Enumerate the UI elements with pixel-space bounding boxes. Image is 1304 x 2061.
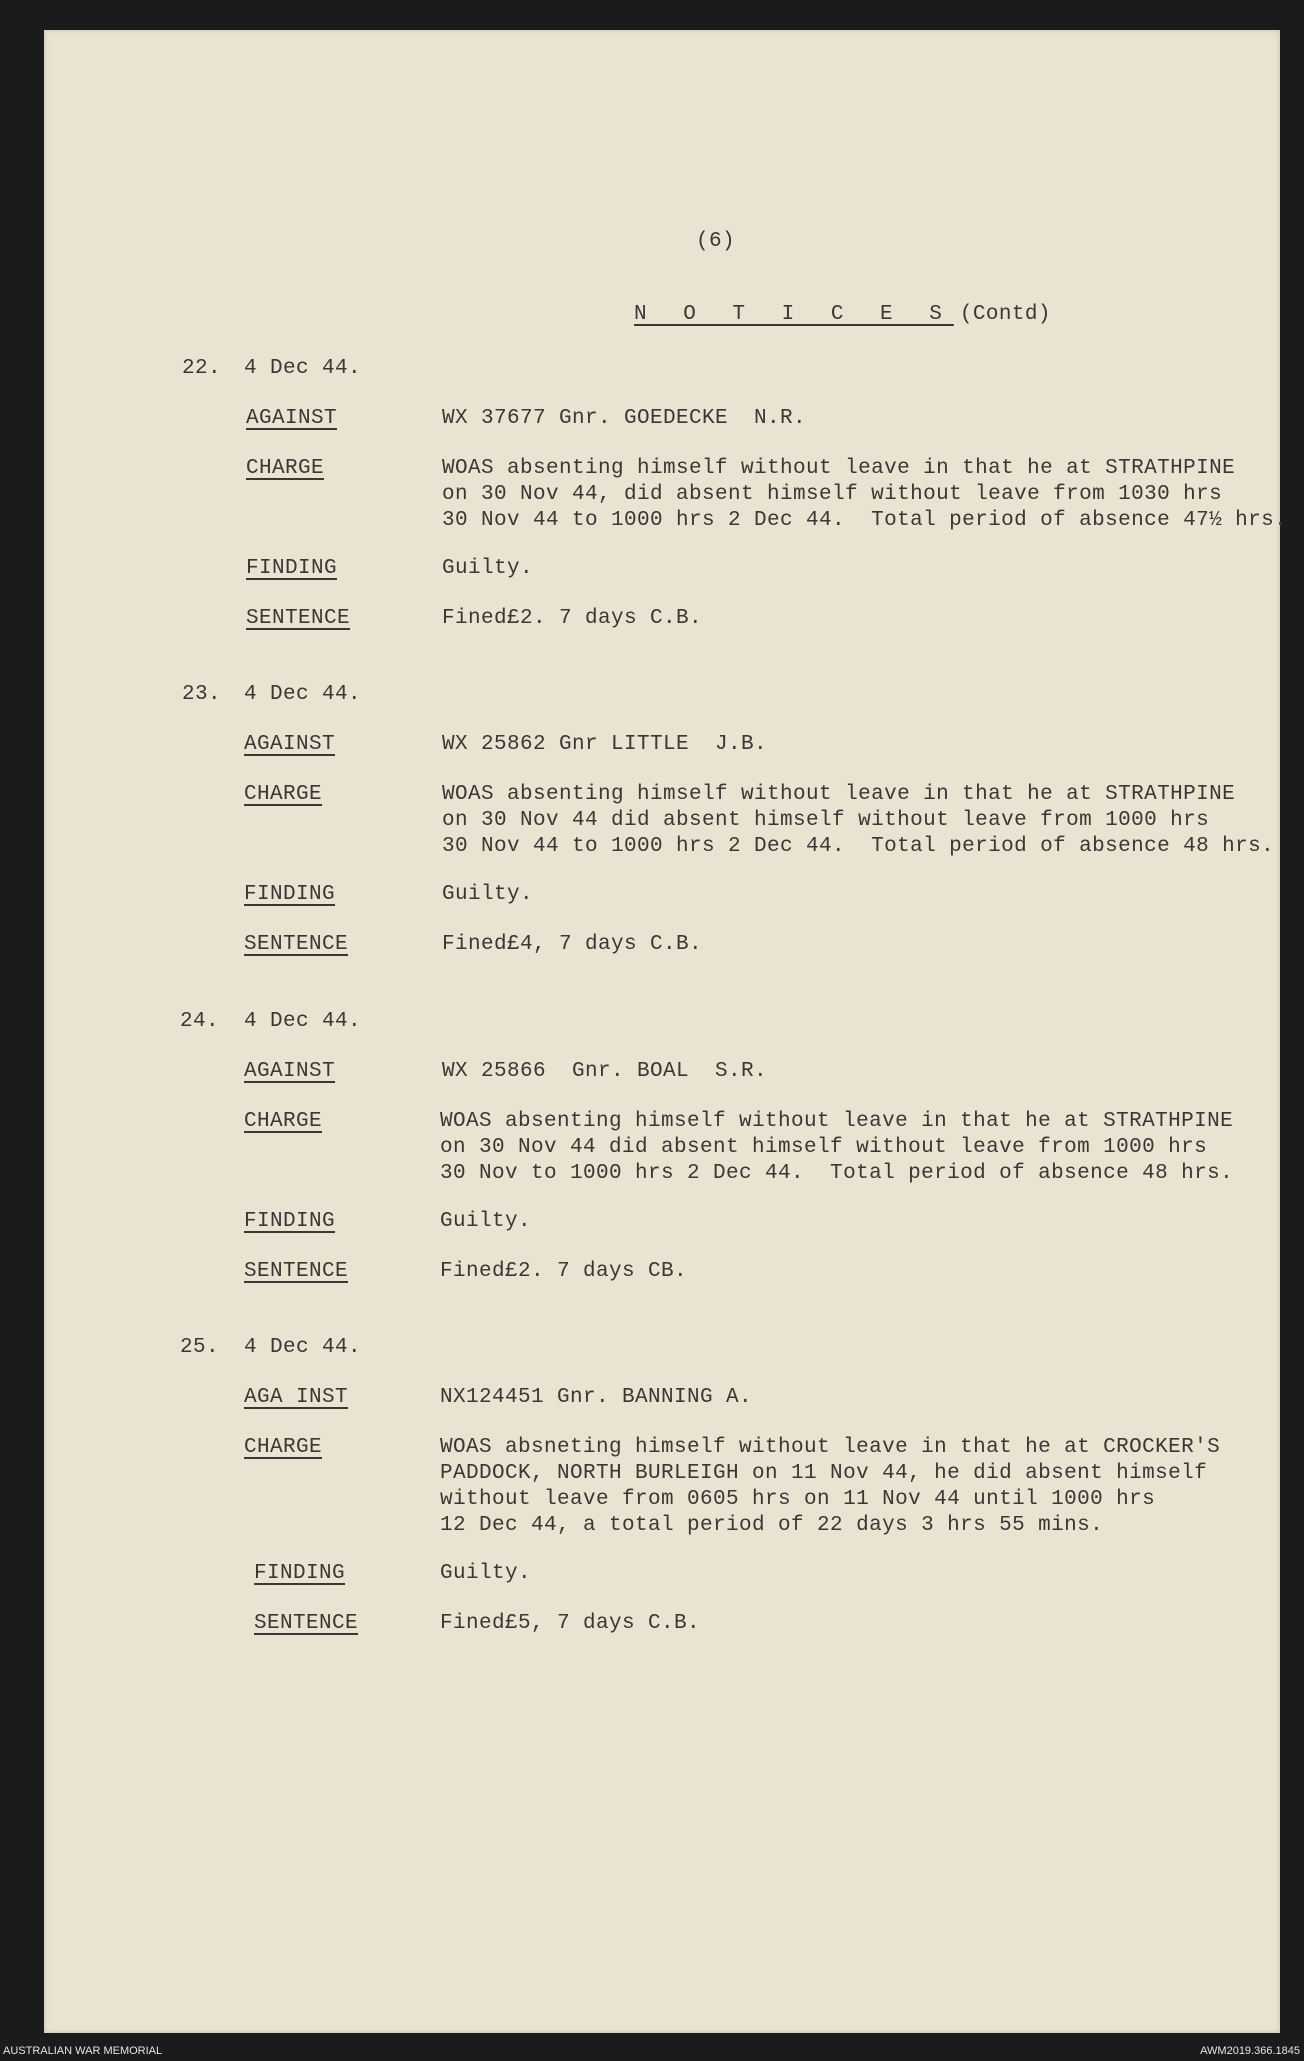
finding-label: FINDING [246, 557, 338, 580]
footer-left: AUSTRALIAN WAR MEMORIAL [3, 2045, 163, 2057]
charge-line: WOAS absenting himself without leave in that he at STRATHPINE [440, 1110, 1234, 1133]
sentence-label: SENTENCE [244, 933, 349, 956]
sentence-label: SENTENCE [246, 607, 351, 630]
finding-value: Guilty. [442, 883, 534, 906]
entry-date: 4 Dec 44. [244, 1010, 362, 1033]
entry-number: 22. [182, 357, 222, 380]
finding-label: FINDING [244, 1210, 336, 1233]
against-label: AGAINST [244, 1060, 336, 1083]
against-label: AGA INST [244, 1386, 349, 1409]
charge-line: 12 Dec 44, a total period of 22 days 3 hrs 55 mins. [440, 1514, 1104, 1537]
against-value: WX 37677 Gnr. GOEDECKE N.R. [442, 407, 807, 430]
entry-date: 4 Dec 44. [244, 357, 362, 380]
entry-number: 23. [182, 683, 222, 706]
charge-line: 30 Nov 44 to 1000 hrs 2 Dec 44. Total period of absence 47½ hrs. [442, 509, 1288, 532]
footer-right: AWM2019.366.1845 [1200, 2045, 1300, 2057]
charge-line: 30 Nov 44 to 1000 hrs 2 Dec 44. Total period of absence 48 hrs. [442, 835, 1275, 858]
entry-number: 24. [180, 1010, 220, 1033]
charge-line: on 30 Nov 44 did absent himself without leave from 1000 hrs [442, 809, 1210, 832]
charge-line: WOAS absenting himself without leave in that he at STRATHPINE [442, 783, 1236, 806]
page-heading [582, 280, 1051, 349]
charge-line: on 30 Nov 44, did absent himself without leave from 1030 hrs [442, 483, 1223, 506]
charge-label: CHARGE [244, 1110, 323, 1133]
finding-value: Guilty. [440, 1562, 532, 1585]
page-number: (6) [696, 230, 736, 253]
charge-label: CHARGE [244, 1436, 323, 1459]
charge-line: 30 Nov to 1000 hrs 2 Dec 44. Total period of absence 48 hrs. [440, 1162, 1234, 1185]
charge-line: WOAS absneting himself without leave in that he at CROCKER'S [440, 1436, 1221, 1459]
against-value: WX 25866 Gnr. BOAL S.R. [442, 1060, 768, 1083]
document-page [44, 30, 1288, 2033]
sentence-label: SENTENCE [254, 1612, 359, 1635]
against-value: NX124451 Gnr. BANNING A. [440, 1386, 753, 1409]
entry-number: 25. [180, 1336, 220, 1359]
heading-title: N O T I C E S [634, 303, 954, 326]
sentence-value: Fined£2. 7 days CB. [440, 1260, 688, 1283]
charge-line: PADDOCK, NORTH BURLEIGH on 11 Nov 44, he did absent himself [440, 1462, 1208, 1485]
charge-line: WOAS absenting himself without leave in that he at STRATHPINE [442, 457, 1236, 480]
finding-label: FINDING [244, 883, 336, 906]
sentence-value: Fined£2. 7 days C.B. [442, 607, 703, 630]
finding-label: FINDING [254, 1562, 346, 1585]
charge-label: CHARGE [246, 457, 325, 480]
against-label: AGAINST [244, 733, 336, 756]
against-label: AGAINST [246, 407, 338, 430]
sentence-label: SENTENCE [244, 1260, 349, 1283]
sentence-value: Fined£4, 7 days C.B. [442, 933, 703, 956]
charge-line: on 30 Nov 44 did absent himself without leave from 1000 hrs [440, 1136, 1208, 1159]
entry-date: 4 Dec 44. [244, 683, 362, 706]
sentence-value: Fined£5, 7 days C.B. [440, 1612, 701, 1635]
charge-label: CHARGE [244, 783, 323, 806]
entry-date: 4 Dec 44. [244, 1336, 362, 1359]
charge-line: without leave from 0605 hrs on 11 Nov 44 until 1000 hrs [440, 1488, 1156, 1511]
finding-value: Guilty. [440, 1210, 532, 1233]
heading-suffix: (Contd) [959, 303, 1051, 326]
finding-value: Guilty. [442, 557, 534, 580]
against-value: WX 25862 Gnr LITTLE J.B. [442, 733, 768, 756]
